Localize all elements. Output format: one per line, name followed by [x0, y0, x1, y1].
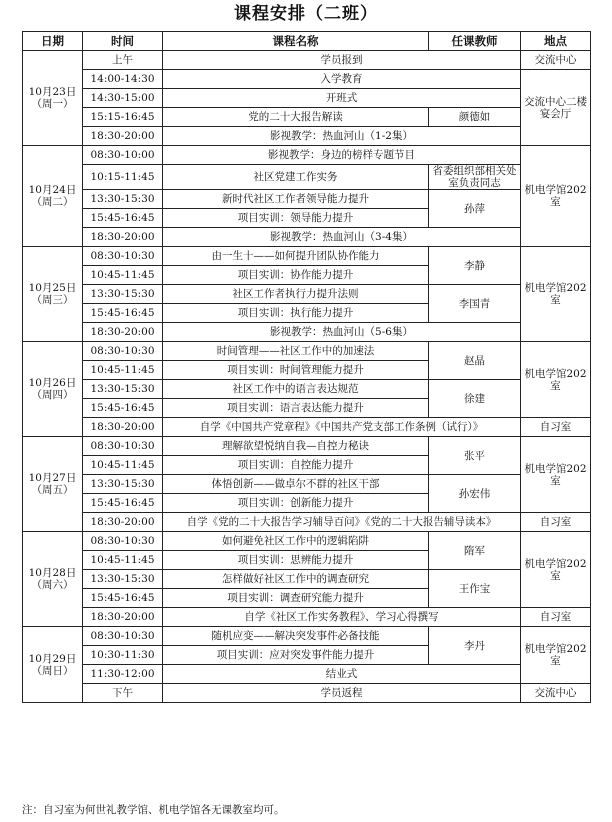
table-row: [23, 627, 591, 646]
course-cell: 项目实训：创新能力提升: [163, 494, 429, 513]
table-row: [23, 89, 591, 108]
time-cell: 13:30-15:30: [83, 190, 163, 209]
time-cell: 14:30-15:00: [83, 89, 163, 108]
time-cell: 15:45-16:45: [83, 399, 163, 418]
teacher-cell: 隋军: [429, 532, 521, 570]
course-cell: 项目实训：时间管理能力提升: [163, 361, 429, 380]
table-row: [23, 190, 591, 209]
time-cell: 14:00-14:30: [83, 70, 163, 89]
time-cell: 18:30-20:00: [83, 323, 163, 342]
course-cell: 理解欲望悦纳自我—自控力秘诀: [163, 437, 429, 456]
time-cell: 18:30-20:00: [83, 608, 163, 627]
course-cell: 党的二十大报告解读: [163, 108, 429, 127]
date-text: 10月24日: [28, 184, 77, 196]
location-cell: 机电学馆202室: [521, 627, 591, 684]
location-cell: 自习室: [521, 608, 591, 627]
teacher-cell: 孙萍: [429, 190, 521, 228]
schedule-table: [22, 31, 591, 703]
course-cell: 影视教学：热血河山（5-6集）: [163, 323, 521, 342]
table-row: [23, 127, 591, 146]
time-cell: 10:45-11:45: [83, 551, 163, 570]
time-cell: 11:30-12:00: [83, 665, 163, 684]
table-row: [23, 228, 591, 247]
table-row: [23, 165, 591, 190]
header-date: 日期: [23, 32, 83, 51]
course-cell: 时间管理——社区工作中的加速法: [163, 342, 429, 361]
course-cell: 项目实训：执行能力提升: [163, 304, 429, 323]
time-cell: 13:30-15:30: [83, 380, 163, 399]
time-cell: 下午: [83, 684, 163, 703]
course-cell: 自学《社区工作实务教程》、学习心得撰写: [163, 608, 521, 627]
course-cell: 影视教学：热血河山（3-4集）: [163, 228, 521, 247]
date-cell: [23, 437, 83, 532]
time-cell: 15:45-16:45: [83, 304, 163, 323]
time-cell: 10:30-11:30: [83, 646, 163, 665]
header-course: 课程名称: [163, 32, 429, 51]
teacher-cell: 李丹: [429, 627, 521, 665]
teacher-cell: 李静: [429, 247, 521, 285]
location-cell: 机电学馆202室: [521, 437, 591, 513]
table-row: [23, 513, 591, 532]
time-cell: 15:45-16:45: [83, 494, 163, 513]
course-cell: 项目实训：语言表达能力提升: [163, 399, 429, 418]
course-cell: 新时代社区工作者领导能力提升: [163, 190, 429, 209]
teacher-cell: 张平: [429, 437, 521, 475]
location-cell: 机电学馆202室: [521, 342, 591, 418]
location-cell: 自习室: [521, 513, 591, 532]
teacher-cell: 徐建: [429, 380, 521, 418]
date-cell: [23, 51, 83, 146]
course-cell: 自学《党的二十大报告学习辅导百问》《党的二十大报告辅导读本》: [163, 513, 521, 532]
course-cell: 由一生十——如何提升团队协作能力: [163, 247, 429, 266]
weekday-text: （周一）: [31, 98, 74, 110]
time-cell: 18:30-20:00: [83, 127, 163, 146]
course-cell: 项目实训：调查研究能力提升: [163, 589, 429, 608]
time-cell: 18:30-20:00: [83, 418, 163, 437]
table-row: [23, 570, 591, 589]
time-cell: 15:45-16:45: [83, 209, 163, 228]
course-cell: 学员返程: [163, 684, 521, 703]
header-time: 时间: [83, 32, 163, 51]
time-cell: 08:30-10:30: [83, 532, 163, 551]
header-location: 地点: [521, 32, 591, 51]
header-teacher: 任课教师: [429, 32, 521, 51]
table-row: [23, 51, 591, 70]
teacher-cell: 赵晶: [429, 342, 521, 380]
teacher-cell: 颜德如: [429, 108, 521, 127]
table-row: [23, 247, 591, 266]
date-text: 10月29日: [28, 652, 77, 665]
weekday-text: （周日）: [31, 664, 74, 677]
course-cell: 开班式: [163, 89, 521, 108]
course-cell: 结业式: [163, 665, 521, 684]
time-cell: 08:30-10:30: [83, 342, 163, 361]
teacher-cell: 孙宏伟: [429, 475, 521, 513]
time-cell: 08:30-10:30: [83, 437, 163, 456]
course-cell: 影视教学：身边的榜样专题节目: [163, 146, 521, 165]
date-text: 10月23日: [28, 86, 77, 98]
teacher-cell: 李国青: [429, 285, 521, 323]
table-row: [23, 608, 591, 627]
time-cell: 10:45-11:45: [83, 361, 163, 380]
table-row: [23, 342, 591, 361]
date-text: 10月25日: [28, 282, 77, 294]
footnote: 注：自习室为何世礼教学馆、机电学馆各无课教室均可。: [22, 804, 285, 816]
weekday-text: （周二）: [31, 196, 74, 208]
date-text: 10月26日: [28, 377, 77, 389]
table-row: [23, 665, 591, 684]
table-row: [23, 146, 591, 165]
table-row: [23, 532, 591, 551]
table-row: [23, 475, 591, 494]
course-cell: 社区党建工作实务: [163, 165, 429, 190]
date-text: 10月27日: [28, 472, 77, 484]
time-cell: 15:15-16:45: [83, 108, 163, 127]
course-cell: 如何避免社区工作中的逻辑陷阱: [163, 532, 429, 551]
course-cell: 项目实训：协作能力提升: [163, 266, 429, 285]
course-cell: 入学教育: [163, 70, 521, 89]
location-cell: 自习室: [521, 418, 591, 437]
time-cell: 13:30-15:30: [83, 475, 163, 494]
table-row: [23, 323, 591, 342]
course-cell: 项目实训：自控能力提升: [163, 456, 429, 475]
table-row: [23, 684, 591, 703]
date-cell: [23, 247, 83, 342]
time-cell: 13:30-15:30: [83, 285, 163, 304]
course-cell: 项目实训：思辨能力提升: [163, 551, 429, 570]
location-cell: 交流中心二楼宴会厅: [521, 70, 591, 146]
time-cell: 10:15-11:45: [83, 165, 163, 190]
time-cell: 10:45-11:45: [83, 266, 163, 285]
table-row: [23, 70, 591, 89]
course-cell: 影视教学：热血河山（1-2集）: [163, 127, 521, 146]
time-cell: 上午: [83, 51, 163, 70]
teacher-cell: 省委组织部相关处室负责同志: [429, 165, 521, 190]
time-cell: 08:30-10:00: [83, 146, 163, 165]
table-row: [23, 437, 591, 456]
location-cell: 机电学馆202室: [521, 247, 591, 342]
time-cell: 18:30-20:00: [83, 513, 163, 532]
location-cell: 交流中心: [521, 51, 591, 70]
course-cell: 项目实训：领导能力提升: [163, 209, 429, 228]
time-cell: 18:30-20:00: [83, 228, 163, 247]
time-cell: 08:30-10:30: [83, 627, 163, 646]
date-cell: [23, 146, 83, 247]
course-cell: 随机应变——解决突发事件必备技能: [163, 627, 429, 646]
time-cell: 08:30-10:30: [83, 247, 163, 266]
weekday-text: （周三）: [31, 294, 74, 306]
date-cell: [23, 627, 83, 703]
location-cell: 机电学馆202室: [521, 146, 591, 247]
table-row: [23, 380, 591, 399]
course-cell: 怎样做好社区工作中的调查研究: [163, 570, 429, 589]
date-text: 10月28日: [28, 567, 77, 579]
course-cell: 体悟创新——做卓尔不群的社区干部: [163, 475, 429, 494]
course-cell: 社区工作者执行力提升法则: [163, 285, 429, 304]
teacher-cell: 王作宝: [429, 570, 521, 608]
course-cell: 学员报到: [163, 51, 521, 70]
location-cell: 机电学馆202室: [521, 532, 591, 608]
course-cell: 社区工作中的语言表达规范: [163, 380, 429, 399]
time-cell: 10:45-11:45: [83, 456, 163, 475]
course-cell: 项目实训：应对突发事件能力提升: [163, 646, 429, 665]
weekday-text: （周五）: [31, 484, 74, 496]
time-cell: 13:30-15:30: [83, 570, 163, 589]
table-row: [23, 285, 591, 304]
time-cell: 15:45-16:45: [83, 589, 163, 608]
weekday-text: （周六）: [31, 579, 74, 591]
location-cell: 交流中心: [521, 684, 591, 703]
page-title: 课程安排（二班）: [234, 4, 378, 24]
table-row: [23, 418, 591, 437]
table-row: [23, 108, 591, 127]
date-cell: [23, 532, 83, 627]
weekday-text: （周四）: [31, 389, 74, 401]
date-cell: [23, 342, 83, 437]
header-row: [23, 32, 591, 51]
course-cell: 自学《中国共产党章程》《中国共产党支部工作条例（试行）》: [163, 418, 521, 437]
